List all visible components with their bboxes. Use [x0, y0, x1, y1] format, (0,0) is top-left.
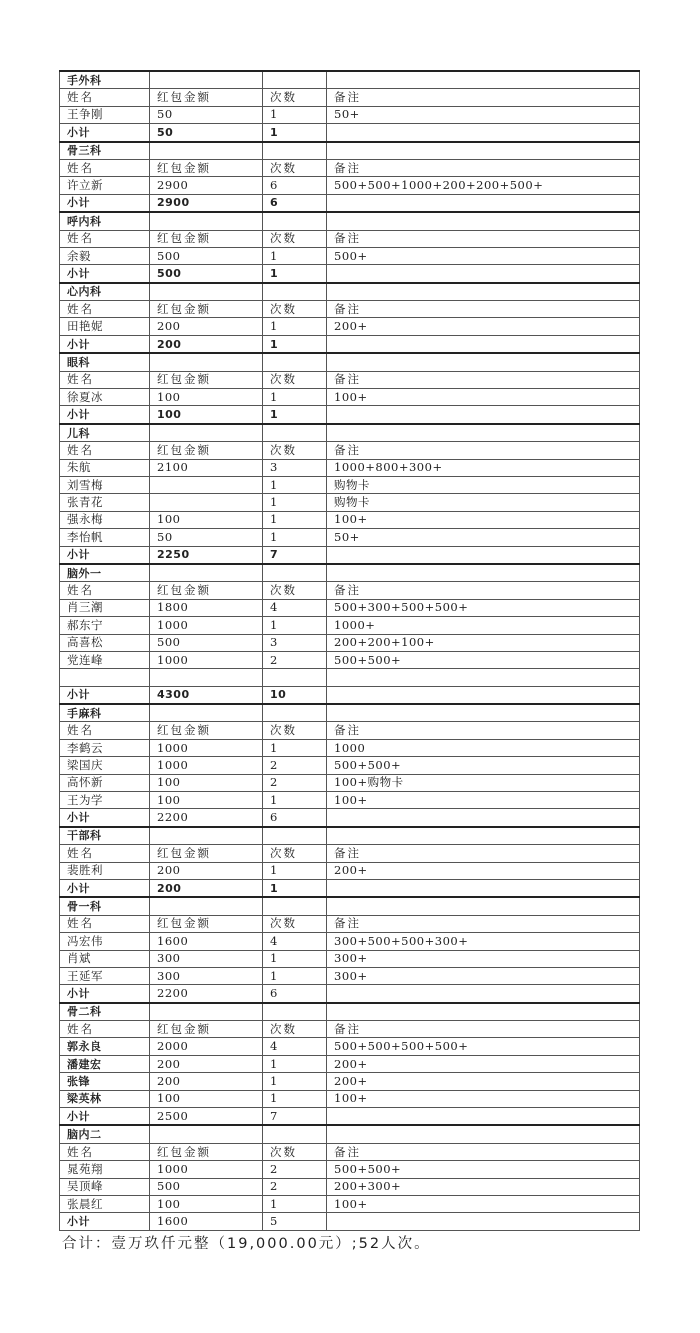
column-header: 备注 [327, 159, 640, 176]
person-name: 徐夏冰 [60, 389, 150, 406]
column-header: 备注 [327, 845, 640, 862]
amount [150, 669, 263, 686]
column-header: 红包金额 [150, 371, 263, 388]
note: 100+购物卡 [327, 774, 640, 791]
note: 100+ [327, 511, 640, 528]
column-header: 红包金额 [150, 159, 263, 176]
subtotal-count: 1 [263, 124, 327, 142]
person-name: 梁国庆 [60, 757, 150, 774]
note: 50+ [327, 529, 640, 546]
note: 500+500+500+500+ [327, 1038, 640, 1055]
person-name: 肖斌 [60, 950, 150, 967]
table-row [60, 617, 640, 634]
amount [150, 494, 263, 511]
count: 2 [263, 651, 327, 668]
amount: 100 [150, 792, 263, 809]
subtotal-label: 小计 [60, 985, 150, 1003]
column-header: 次数 [263, 89, 327, 106]
person-name: 王为学 [60, 792, 150, 809]
amount: 300 [150, 967, 263, 984]
subtotal-row [60, 335, 640, 353]
note: 300+500+500+300+ [327, 933, 640, 950]
table-row [60, 792, 640, 809]
department-name: 儿科 [60, 424, 150, 442]
note: 500+300+500+500+ [327, 599, 640, 616]
column-header: 备注 [327, 1143, 640, 1160]
department-name: 脑外一 [60, 564, 150, 582]
table-row [60, 967, 640, 984]
column-header: 红包金额 [150, 845, 263, 862]
table-row [60, 1196, 640, 1213]
column-header-row [60, 582, 640, 599]
subtotal-amount: 4300 [150, 686, 263, 704]
person-name: 郝东宁 [60, 617, 150, 634]
subtotal-row [60, 1108, 640, 1126]
table-row [60, 1055, 640, 1072]
note [327, 669, 640, 686]
subtotal-amount: 200 [150, 335, 263, 353]
note: 300+ [327, 950, 640, 967]
note: 500+500+1000+200+200+500+ [327, 177, 640, 194]
subtotal-amount: 2200 [150, 809, 263, 827]
column-header: 次数 [263, 159, 327, 176]
column-header: 姓名 [60, 442, 150, 459]
column-header: 红包金额 [150, 442, 263, 459]
person-name: 吴顶峰 [60, 1178, 150, 1195]
subtotal-row [60, 809, 640, 827]
count: 1 [263, 1090, 327, 1107]
amount: 200 [150, 318, 263, 335]
subtotal-count: 6 [263, 809, 327, 827]
count: 1 [263, 476, 327, 493]
department-name: 脑内二 [60, 1125, 150, 1143]
person-name [60, 669, 150, 686]
report-document [59, 70, 639, 1231]
note: 200+ [327, 1055, 640, 1072]
person-name: 党连峰 [60, 651, 150, 668]
table-row [60, 669, 640, 686]
person-name: 朱航 [60, 459, 150, 476]
column-header: 备注 [327, 442, 640, 459]
subtotal-amount: 2200 [150, 985, 263, 1003]
column-header-row [60, 722, 640, 739]
table-row [60, 511, 640, 528]
table-row [60, 1038, 640, 1055]
amount: 2100 [150, 459, 263, 476]
column-header: 红包金额 [150, 230, 263, 247]
note: 200+ [327, 318, 640, 335]
column-header: 次数 [263, 915, 327, 932]
count: 1 [263, 1055, 327, 1072]
column-header: 姓名 [60, 371, 150, 388]
department-title-row [60, 704, 640, 722]
column-header: 次数 [263, 371, 327, 388]
person-name: 冯宏伟 [60, 933, 150, 950]
count: 2 [263, 1178, 327, 1195]
note: 1000+ [327, 617, 640, 634]
count: 3 [263, 634, 327, 651]
amount: 1000 [150, 617, 263, 634]
person-name: 张青花 [60, 494, 150, 511]
count: 1 [263, 247, 327, 264]
amount: 2000 [150, 1038, 263, 1055]
amount: 500 [150, 1178, 263, 1195]
column-header: 姓名 [60, 159, 150, 176]
column-header: 红包金额 [150, 915, 263, 932]
column-header: 红包金额 [150, 89, 263, 106]
note: 500+500+ [327, 757, 640, 774]
note: 500+500+ [327, 1161, 640, 1178]
subtotal-label: 小计 [60, 879, 150, 897]
subtotal-count: 5 [263, 1213, 327, 1230]
subtotal-amount: 1600 [150, 1213, 263, 1230]
subtotal-row [60, 265, 640, 283]
table-row [60, 599, 640, 616]
table-row [60, 1073, 640, 1090]
department-title-row [60, 564, 640, 582]
table-row [60, 1161, 640, 1178]
subtotal-count: 10 [263, 686, 327, 704]
subtotal-count: 7 [263, 1108, 327, 1126]
amount: 100 [150, 1090, 263, 1107]
count: 1 [263, 950, 327, 967]
column-header-row [60, 915, 640, 932]
count: 1 [263, 389, 327, 406]
column-header: 姓名 [60, 1143, 150, 1160]
count: 4 [263, 599, 327, 616]
subtotal-label: 小计 [60, 406, 150, 424]
subtotal-row [60, 406, 640, 424]
table-row [60, 389, 640, 406]
column-header: 次数 [263, 722, 327, 739]
department-name: 干部科 [60, 827, 150, 845]
count: 1 [263, 862, 327, 879]
column-header: 次数 [263, 845, 327, 862]
column-header: 红包金额 [150, 301, 263, 318]
department-name: 心内科 [60, 283, 150, 301]
column-header: 备注 [327, 89, 640, 106]
person-name: 高喜松 [60, 634, 150, 651]
amount: 500 [150, 634, 263, 651]
count: 1 [263, 494, 327, 511]
count: 3 [263, 459, 327, 476]
note: 50+ [327, 106, 640, 123]
column-header: 次数 [263, 301, 327, 318]
subtotal-amount: 2900 [150, 194, 263, 212]
column-header-row [60, 442, 640, 459]
table-row [60, 933, 640, 950]
subtotal-amount: 2250 [150, 546, 263, 564]
table-row [60, 529, 640, 546]
department-name: 眼科 [60, 353, 150, 371]
table-row [60, 757, 640, 774]
column-header: 次数 [263, 230, 327, 247]
department-title-row [60, 71, 640, 89]
person-name: 肖三潮 [60, 599, 150, 616]
department-name: 骨一科 [60, 897, 150, 915]
column-header: 红包金额 [150, 582, 263, 599]
column-header-row [60, 1021, 640, 1038]
department-title-row [60, 827, 640, 845]
note: 购物卡 [327, 494, 640, 511]
amount: 500 [150, 247, 263, 264]
person-name: 许立新 [60, 177, 150, 194]
department-title-row [60, 1003, 640, 1021]
table-row [60, 1178, 640, 1195]
table-row [60, 950, 640, 967]
count: 1 [263, 617, 327, 634]
count: 1 [263, 792, 327, 809]
count: 2 [263, 774, 327, 791]
note: 1000 [327, 739, 640, 756]
amount: 200 [150, 1073, 263, 1090]
note: 购物卡 [327, 476, 640, 493]
note: 200+ [327, 1073, 640, 1090]
count: 1 [263, 529, 327, 546]
note: 1000+800+300+ [327, 459, 640, 476]
subtotal-row [60, 546, 640, 564]
count: 1 [263, 739, 327, 756]
subtotal-row [60, 879, 640, 897]
person-name: 李怡帆 [60, 529, 150, 546]
subtotal-amount: 2500 [150, 1108, 263, 1126]
department-title-row [60, 424, 640, 442]
note: 500+500+ [327, 651, 640, 668]
subtotal-label: 小计 [60, 194, 150, 212]
subtotal-count: 1 [263, 265, 327, 283]
table-row [60, 459, 640, 476]
person-name: 郭永良 [60, 1038, 150, 1055]
count: 6 [263, 177, 327, 194]
subtotal-count: 1 [263, 335, 327, 353]
department-title-row [60, 212, 640, 230]
subtotal-row [60, 686, 640, 704]
amount: 100 [150, 511, 263, 528]
amount: 100 [150, 389, 263, 406]
subtotal-label: 小计 [60, 686, 150, 704]
column-header-row [60, 301, 640, 318]
department-title-row [60, 1125, 640, 1143]
column-header: 姓名 [60, 301, 150, 318]
column-header: 备注 [327, 371, 640, 388]
person-name: 余毅 [60, 247, 150, 264]
table-row [60, 476, 640, 493]
count: 1 [263, 1196, 327, 1213]
table-row [60, 1090, 640, 1107]
column-header: 次数 [263, 1021, 327, 1038]
subtotal-count: 1 [263, 879, 327, 897]
table-row [60, 318, 640, 335]
column-header-row [60, 371, 640, 388]
column-header: 姓名 [60, 722, 150, 739]
note: 200+ [327, 862, 640, 879]
subtotal-label: 小计 [60, 124, 150, 142]
count: 1 [263, 1073, 327, 1090]
count: 2 [263, 1161, 327, 1178]
amount: 300 [150, 950, 263, 967]
amount: 50 [150, 106, 263, 123]
amount: 50 [150, 529, 263, 546]
amount [150, 476, 263, 493]
subtotal-row [60, 985, 640, 1003]
person-name: 梁英林 [60, 1090, 150, 1107]
table-row [60, 177, 640, 194]
person-name: 李鹤云 [60, 739, 150, 756]
note: 100+ [327, 792, 640, 809]
column-header: 红包金额 [150, 1021, 263, 1038]
column-header: 备注 [327, 301, 640, 318]
column-header: 次数 [263, 1143, 327, 1160]
amount: 100 [150, 1196, 263, 1213]
amount: 2900 [150, 177, 263, 194]
person-name: 裴胜利 [60, 862, 150, 879]
person-name: 王争刚 [60, 106, 150, 123]
person-name: 高怀新 [60, 774, 150, 791]
subtotal-count: 6 [263, 985, 327, 1003]
department-name: 手外科 [60, 71, 150, 89]
grand-total: 合计：壹万玖仟元整（19,000.00元）;52人次。 [62, 1236, 431, 1252]
count: 1 [263, 318, 327, 335]
amount: 200 [150, 1055, 263, 1072]
subtotal-count: 1 [263, 406, 327, 424]
department-title-row [60, 142, 640, 160]
table-row [60, 774, 640, 791]
department-name: 呼内科 [60, 212, 150, 230]
person-name: 田艳妮 [60, 318, 150, 335]
department-title-row [60, 283, 640, 301]
table-row [60, 634, 640, 651]
subtotal-label: 小计 [60, 1213, 150, 1230]
column-header-row [60, 230, 640, 247]
column-header-row [60, 159, 640, 176]
amount: 200 [150, 862, 263, 879]
column-header: 姓名 [60, 1021, 150, 1038]
amount: 1800 [150, 599, 263, 616]
subtotal-label: 小计 [60, 1108, 150, 1126]
column-header: 姓名 [60, 915, 150, 932]
subtotal-row [60, 1213, 640, 1230]
subtotal-label: 小计 [60, 335, 150, 353]
department-name: 骨三科 [60, 142, 150, 160]
note: 200+300+ [327, 1178, 640, 1195]
person-name: 刘雪梅 [60, 476, 150, 493]
note: 300+ [327, 967, 640, 984]
table-row [60, 862, 640, 879]
table-row [60, 106, 640, 123]
amount: 1000 [150, 651, 263, 668]
count: 4 [263, 933, 327, 950]
note: 100+ [327, 389, 640, 406]
subtotal-label: 小计 [60, 809, 150, 827]
column-header-row [60, 845, 640, 862]
count: 2 [263, 757, 327, 774]
subtotal-amount: 100 [150, 406, 263, 424]
column-header: 备注 [327, 722, 640, 739]
column-header: 红包金额 [150, 722, 263, 739]
amount: 1000 [150, 739, 263, 756]
amount: 1000 [150, 757, 263, 774]
department-name: 手麻科 [60, 704, 150, 722]
person-name: 张晨红 [60, 1196, 150, 1213]
column-header: 红包金额 [150, 1143, 263, 1160]
amount: 1000 [150, 1161, 263, 1178]
amount: 100 [150, 774, 263, 791]
note: 100+ [327, 1090, 640, 1107]
count [263, 669, 327, 686]
department-name: 骨二科 [60, 1003, 150, 1021]
note: 100+ [327, 1196, 640, 1213]
column-header: 备注 [327, 1021, 640, 1038]
note: 500+ [327, 247, 640, 264]
person-name: 强永梅 [60, 511, 150, 528]
column-header-row [60, 89, 640, 106]
subtotal-label: 小计 [60, 546, 150, 564]
count: 1 [263, 106, 327, 123]
person-name: 晁苑翔 [60, 1161, 150, 1178]
column-header: 备注 [327, 915, 640, 932]
column-header: 次数 [263, 582, 327, 599]
person-name: 张锋 [60, 1073, 150, 1090]
note: 200+200+100+ [327, 634, 640, 651]
column-header: 备注 [327, 230, 640, 247]
count: 1 [263, 967, 327, 984]
column-header: 姓名 [60, 845, 150, 862]
subtotal-count: 6 [263, 194, 327, 212]
subtotal-amount: 50 [150, 124, 263, 142]
column-header: 次数 [263, 442, 327, 459]
count: 4 [263, 1038, 327, 1055]
column-header-row [60, 1143, 640, 1160]
table-row [60, 247, 640, 264]
subtotal-label: 小计 [60, 265, 150, 283]
table-row [60, 494, 640, 511]
person-name: 王延军 [60, 967, 150, 984]
red-envelope-table [59, 70, 640, 1231]
column-header: 备注 [327, 582, 640, 599]
table-row [60, 739, 640, 756]
table-row [60, 651, 640, 668]
person-name: 潘建宏 [60, 1055, 150, 1072]
subtotal-amount: 200 [150, 879, 263, 897]
subtotal-row [60, 124, 640, 142]
subtotal-row [60, 194, 640, 212]
department-title-row [60, 897, 640, 915]
subtotal-amount: 500 [150, 265, 263, 283]
column-header: 姓名 [60, 230, 150, 247]
count: 1 [263, 511, 327, 528]
column-header: 姓名 [60, 582, 150, 599]
column-header: 姓名 [60, 89, 150, 106]
subtotal-count: 7 [263, 546, 327, 564]
amount: 1600 [150, 933, 263, 950]
department-title-row [60, 353, 640, 371]
